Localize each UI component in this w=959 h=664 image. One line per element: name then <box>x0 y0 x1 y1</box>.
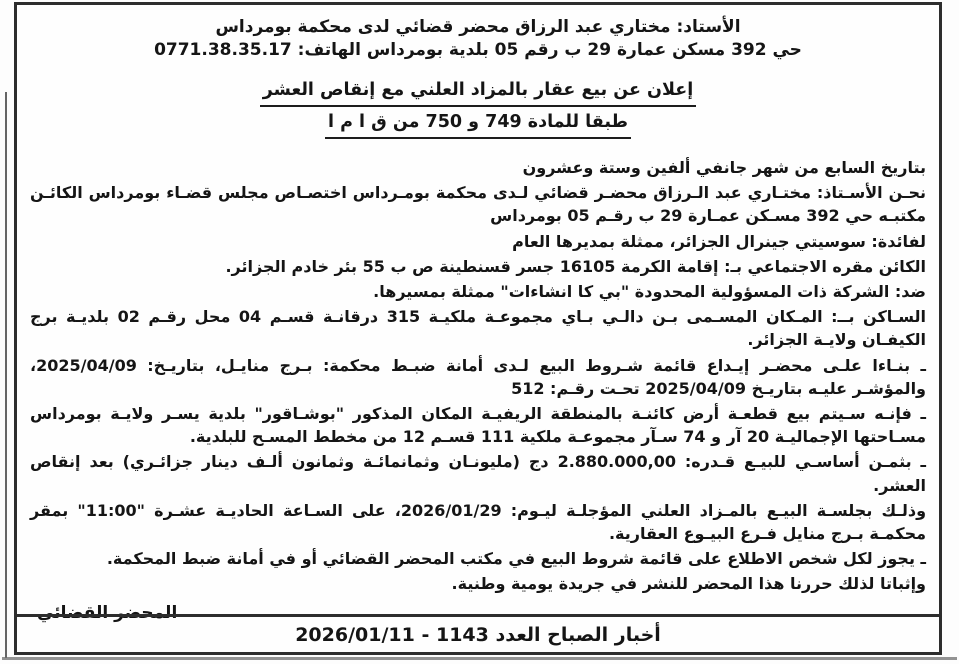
scan-edge-artifact-bottom <box>2 657 957 660</box>
bailiff-address-phone-line: حي 392 مسكن عمارة 29 ب رقم 05 بلدية بومرداس الهاتف: 0771.38.35.17 <box>154 40 802 60</box>
notice-title <box>27 78 929 139</box>
notice-title-line-1: إعلان عن بيع عقار بالمزاد العلني مع إنقاص العشر <box>27 78 929 107</box>
newspaper-footer-strip <box>17 614 939 652</box>
scan-edge-artifact-left <box>5 92 7 658</box>
body-paragraph-session: وذلـك بجلسـة البيـع بالمـزاد العلني المؤجلـة ليـوم: 2026/01/29، على السـاعة الحاديـة عشـرة "11:00" بمقر محكمـة بـرج منايل فـرع البيـوع العقارية. <box>30 500 927 544</box>
notice-body <box>30 156 926 596</box>
body-paragraph-date: بتاريخ السابع من شهر جانفي ألفين وستة وعشرون <box>522 158 926 177</box>
body-paragraph-price: ـ بثمـن أساسـي للبيـع قـدره: 2.880.000,00 دج (مليونـان وثمانمائـة وثمانون ألـف دينار جزائـري) بعد إنقاص العشر. <box>30 452 927 495</box>
bailiff-name-line: الأستاد: مختاري عبد الرزاق محضر قضائي لدى محكمة بومرداس <box>215 17 741 37</box>
newspaper-issue-date: أخبار الصباح العدد 1143 - 2026/01/11 <box>295 624 661 646</box>
notice-header <box>27 9 929 62</box>
notice-title-line-2: طبقا للمادة 749 و 750 من ق ا م ا <box>27 110 929 139</box>
body-paragraph-deposit: ـ بنـاءا علـى محضـر إيـداع قائمة شـروط البيع لـدى أمانة ضبـط محكمة: بـرج منايـل، بتاريـخ: 2025/04/09، والمؤشـر عليـه بتاريـخ 2025/04/09 تحـت رقـم: 512 <box>30 355 926 398</box>
body-paragraph-beneficiary: لفائدة: سوسيتي جينرال الجزائر، ممثلة بمديرها العام <box>512 231 926 251</box>
body-paragraph-bailiff: نحـن الأسـتاذ: مختـاري عبد الـرزاق محضـر قضائي لـدى محكمة بومـرداس اختصـاص مجلس قضـاء بومرداس الكائـن مكتبـه حي 392 مسـكن عمـارة 29 ب رقـم 05 بومرداس <box>30 183 926 226</box>
signature-judicial-bailiff: المحضر القضائي <box>37 602 178 623</box>
document-border-frame <box>14 2 942 655</box>
body-paragraph-beneficiary-address: الكائن مقره الاجتماعي بـ: إقامة الكرمة 16105 جسر قسنطينة ص ب 55 بئر خادم الجزائر. <box>225 256 926 276</box>
body-paragraph-defendant-address: السـاكن بــ: المـكان المسـمى بـن دالـي بـاي مجموعـة ملكيـة 315 درقانـة قسـم 04 محل رقـم 02 بلديـة برج الكيفـان ولايـة الجزائر. <box>30 307 927 350</box>
body-paragraph-publication: وإثباتا لذلك حررنا هذا المحضر للنشر في جريدة يومية وطنية. <box>451 574 926 594</box>
body-paragraph-consultation: ـ يجوز لكل شخص الاطلاع على قائمة شروط البيع في مكتب المحضر القضائي أو في أمانة ضبط المحكمة. <box>106 549 926 569</box>
body-paragraph-property: ـ فإنـه سـيتم بيع قطعـة أرض كائنـة بالمنطقة الريفيـة المكان المذكور "بوشـاقور" بلدية يسـر ولايـة بومرداس مسـاحتها الإجماليـة 20 آر و 74 سـآر مجموعـة ملكية 111 قسـم 12 من مخطط المسـح للبلدية. <box>30 404 926 447</box>
document-content <box>27 9 929 623</box>
body-paragraph-defendant: ضد: الشركة ذات المسؤولية المحدودة "بي كا انشاءات" ممثلة بمسيرها. <box>373 282 926 302</box>
